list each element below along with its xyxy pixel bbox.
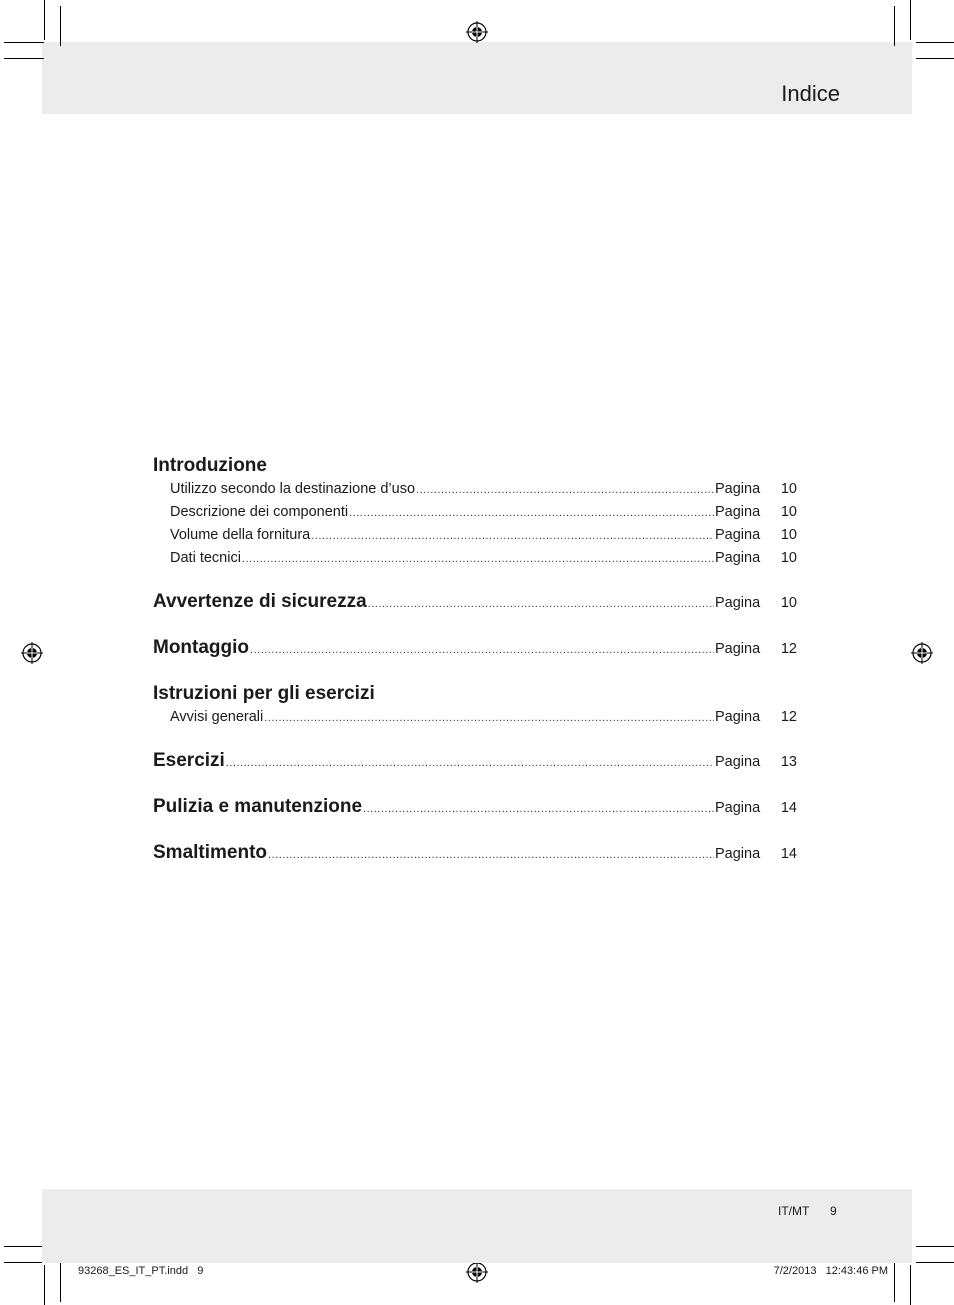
toc-entry[interactable] [153, 524, 797, 547]
crop-mark [916, 58, 954, 59]
toc-page-word: Pagina [715, 504, 761, 520]
toc-page-number: 14 [780, 846, 797, 862]
crop-mark [894, 1262, 895, 1302]
toc-entry-esercizi[interactable] [153, 749, 797, 775]
crop-mark [60, 1262, 61, 1302]
toc-page-word: Pagina [715, 800, 761, 816]
toc-section-istruzioni [153, 682, 797, 729]
toc-page-word: Pagina [715, 846, 761, 862]
dot-leader [349, 502, 714, 524]
dot-leader [368, 592, 714, 616]
toc-entry-montaggio[interactable] [153, 636, 797, 662]
print-slug-timestamp: 7/2/2013 12:43:46 PM [773, 1265, 888, 1277]
toc-page-word: Pagina [715, 641, 761, 657]
page-title: Indice [781, 81, 840, 106]
crop-mark [4, 42, 44, 43]
toc-entry[interactable] [153, 547, 797, 570]
toc-page-word: Pagina [715, 481, 761, 497]
print-slug-file: 93268_ES_IT_PT.indd 9 [78, 1265, 204, 1277]
toc-page-word: Pagina [715, 550, 761, 566]
dot-leader [416, 479, 714, 501]
toc-heading: Pulizia e manutenzione [153, 796, 363, 817]
toc-page-word: Pagina [715, 754, 761, 770]
toc-page-number: 12 [780, 641, 797, 657]
toc-entry-label: Descrizione dei componenti [170, 504, 349, 520]
registration-mark-icon [911, 642, 933, 664]
registration-mark-icon [21, 642, 43, 664]
crop-mark [910, 0, 911, 40]
crop-mark [894, 6, 895, 46]
language-code: IT/MT [778, 1204, 810, 1218]
crop-mark [910, 1265, 911, 1305]
crop-mark [916, 1262, 954, 1263]
toc-heading: Montaggio [153, 637, 250, 658]
crop-mark [4, 1246, 44, 1247]
toc-entry-avvertenze[interactable] [153, 590, 797, 616]
toc-entry-pulizia[interactable] [153, 795, 797, 821]
toc-entry-label: Avvisi generali [170, 709, 264, 725]
toc-section-introduzione [153, 454, 797, 570]
toc-page-number: 10 [780, 504, 797, 520]
crop-mark [60, 6, 61, 46]
toc-page-number: 10 [780, 550, 797, 566]
toc-entry[interactable] [153, 706, 797, 729]
crop-mark [916, 42, 954, 43]
toc-page-number: 10 [780, 481, 797, 497]
dot-leader [250, 638, 714, 662]
toc-entry[interactable] [153, 478, 797, 501]
toc-entry[interactable] [153, 501, 797, 524]
toc-heading: Istruzioni per gli esercizi [153, 683, 375, 704]
dot-leader [311, 525, 714, 547]
crop-mark [44, 1265, 45, 1305]
crop-mark [44, 0, 45, 40]
page-number: 9 [830, 1204, 837, 1218]
dot-leader [363, 797, 714, 821]
toc-heading: Smaltimento [153, 842, 268, 863]
dot-leader [226, 751, 714, 775]
toc-heading: Avvertenze di sicurezza [153, 591, 367, 612]
toc-heading: Esercizi [153, 750, 225, 771]
toc-heading: Introduzione [153, 455, 267, 476]
crop-mark [4, 1262, 44, 1263]
crop-mark [4, 58, 44, 59]
toc-page-number: 14 [780, 800, 797, 816]
toc-page-number: 10 [780, 595, 797, 611]
footer-band [42, 1189, 912, 1263]
toc-page-word: Pagina [715, 709, 761, 725]
registration-mark-icon [466, 21, 488, 43]
toc-page-word: Pagina [715, 595, 761, 611]
table-of-contents [153, 454, 797, 867]
dot-leader [264, 707, 714, 729]
registration-mark-icon [466, 1261, 488, 1283]
dot-leader [268, 843, 714, 867]
toc-page-number: 10 [780, 527, 797, 543]
toc-page-number: 13 [780, 754, 797, 770]
dot-leader [242, 548, 714, 570]
toc-page-number: 12 [780, 709, 797, 725]
toc-entry-label: Volume della fornitura [170, 527, 311, 543]
crop-mark [916, 1246, 954, 1247]
toc-entry-smaltimento[interactable] [153, 841, 797, 867]
toc-entry-label: Dati tecnici [170, 550, 241, 566]
toc-page-word: Pagina [715, 527, 761, 543]
toc-entry-label: Utilizzo secondo la destinazione d’uso [170, 481, 416, 497]
